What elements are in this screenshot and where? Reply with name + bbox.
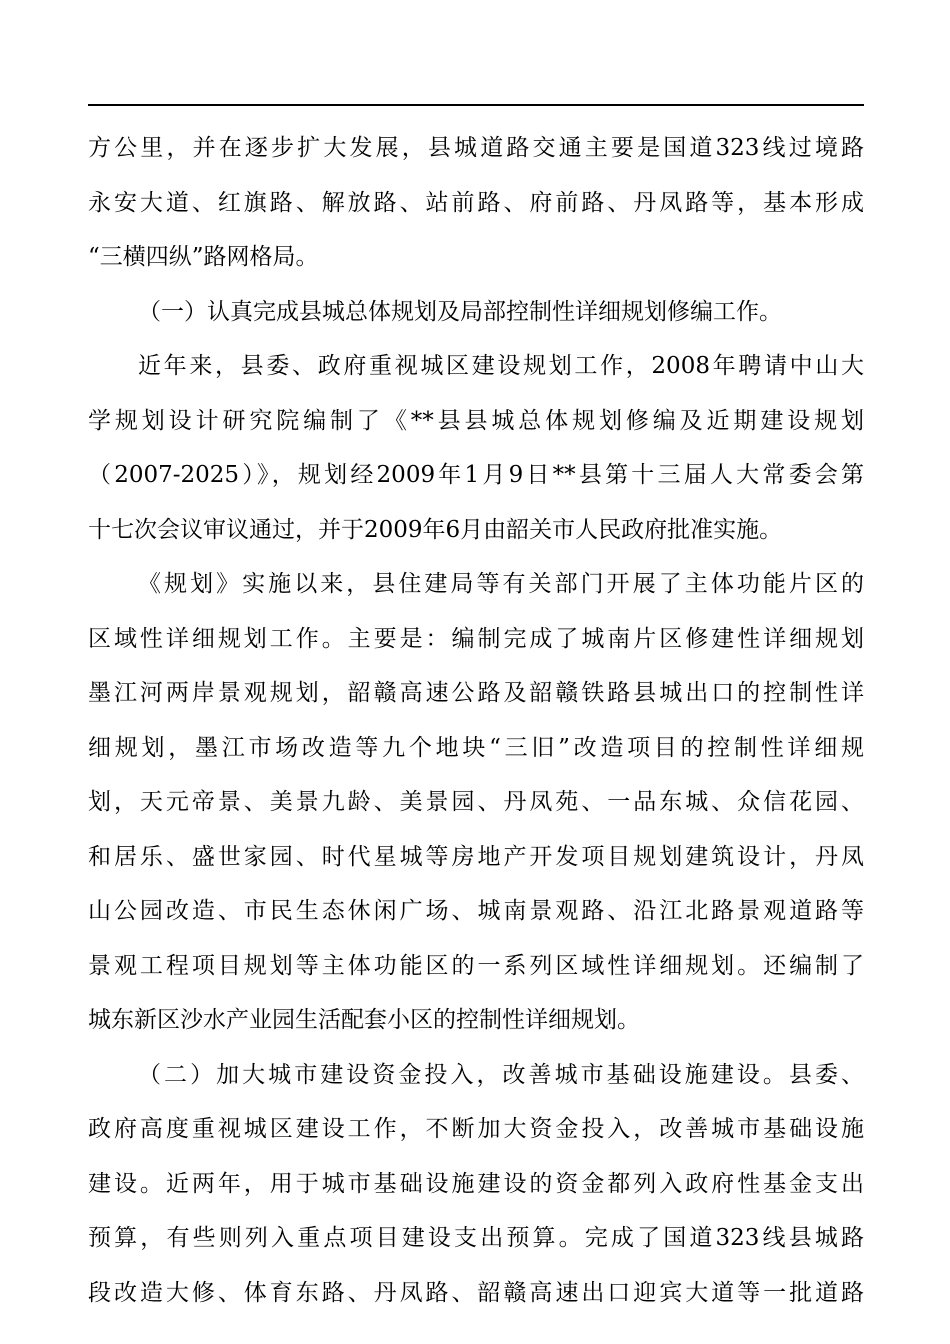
text-line: （2007-2025）》，规划经2009年1月9日**县第十三届人大常委会第: [88, 462, 864, 488]
text-line: “三横四纵”路网格局。: [88, 244, 319, 270]
text-line: 政府高度重视城区建设工作，不断加大资金投入，改善城市基础设施: [88, 1116, 864, 1142]
text-line: 学规划设计研究院编制了《**县县城总体规划修编及近期建设规划: [88, 407, 864, 434]
text-line: 和居乐、盛世家园、时代星城等房地产开发项目规划建筑设计，丹凤: [88, 843, 864, 870]
text-line: 山公园改造、市民生态休闲广场、城南景观路、沿江北路景观道路等: [88, 898, 864, 924]
text-line: 《规划》实施以来，县住建局等有关部门开展了主体功能片区的: [138, 571, 864, 597]
text-line: 区域性详细规划工作。主要是：编制完成了城南片区修建性详细规划: [88, 625, 864, 652]
text-line: 永安大道、红旗路、解放路、站前路、府前路、丹凤路等，基本形成: [88, 189, 864, 216]
text-line: 预算，有些则列入重点项目建设支出预算。完成了国道323线县城路: [88, 1225, 864, 1251]
text-line: 段改造大修、体育东路、丹凤路、韶赣高速出口迎宾大道等一批道路: [88, 1279, 864, 1306]
text-line: 方公里，并在逐步扩大发展，县城道路交通主要是国道323线过境路: [88, 135, 864, 161]
section-heading: （二）加大城市建设资金投入，改善城市基础设施建设。县委、: [138, 1061, 864, 1088]
text-line: 墨江河两岸景观规划，韶赣高速公路及韶赣铁路县城出口的控制性详: [88, 680, 864, 706]
text-line: 划，天元帝景、美景九龄、美景园、丹凤苑、一品东城、众信花园、: [88, 789, 864, 815]
text-line: 建设。近两年，用于城市基础设施建设的资金都列入政府性基金支出: [88, 1170, 864, 1197]
text-line: 近年来，县委、政府重视城区建设规划工作，2008年聘请中山大: [138, 353, 864, 379]
text-line: 景观工程项目规划等主体功能区的一系列区域性详细规划。还编制了: [88, 952, 864, 979]
section-heading: （一）认真完成县城总体规划及局部控制性详细规划修编工作。: [138, 298, 782, 325]
text-line: 城东新区沙水产业园生活配套小区的控制性详细规划。: [88, 1007, 640, 1033]
document-body: [88, 121, 864, 1320]
text-line: 十七次会议审议通过，并于2009年6月由韶关市人民政府批准实施。: [88, 516, 783, 543]
header-rule: [88, 104, 864, 106]
text-line: 细规划，墨江市场改造等九个地块“三旧”改造项目的控制性详细规: [88, 734, 864, 761]
